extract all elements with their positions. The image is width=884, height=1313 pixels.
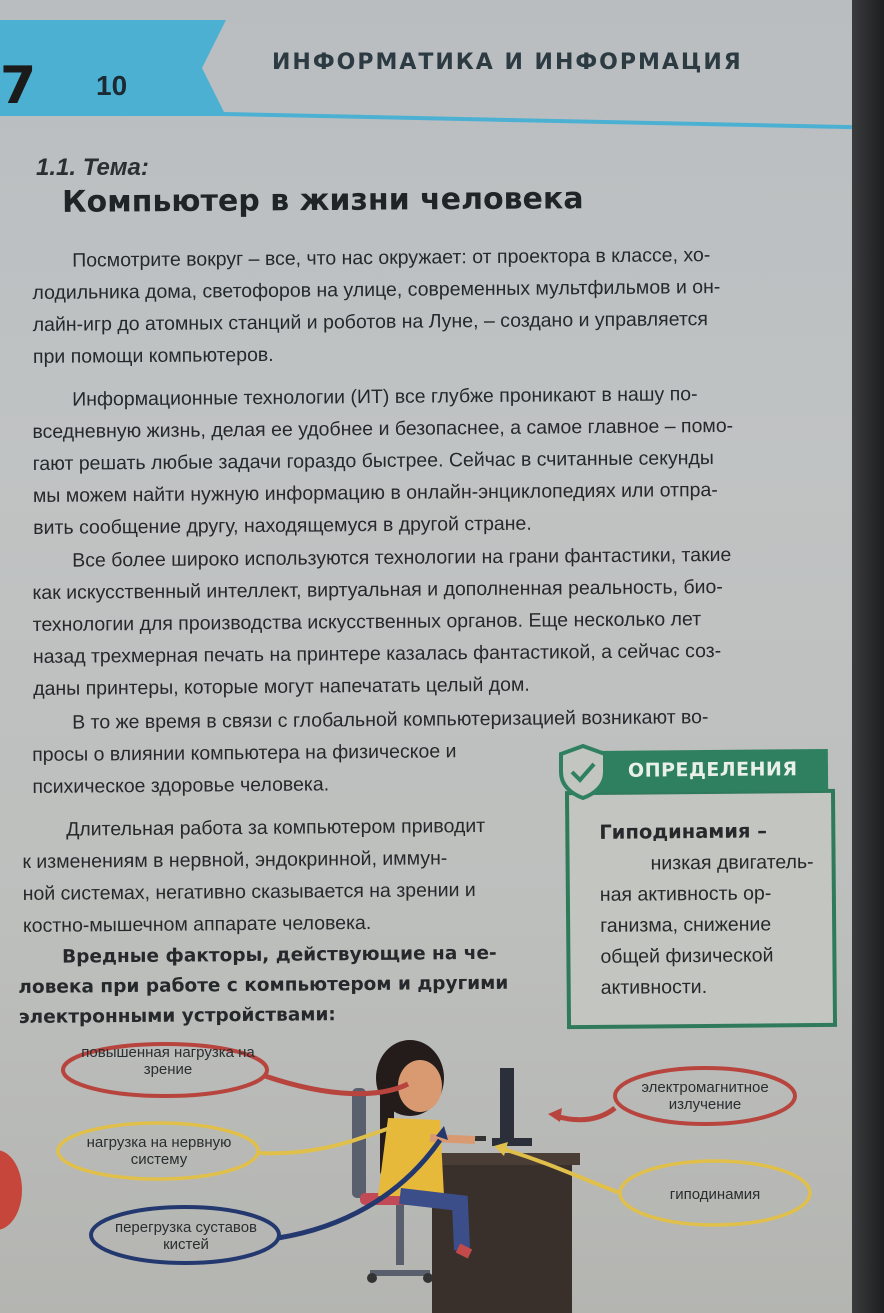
- harmful-factors-heading: [18, 938, 555, 1033]
- girl-arm: [430, 1138, 475, 1140]
- definition-tab: [592, 749, 828, 793]
- line: костно-мышечном аппарате человека.: [22, 911, 372, 937]
- definition-box: [565, 789, 837, 1029]
- definition-text: [599, 815, 815, 1004]
- label-joints: перегрузка суставов кистей: [114, 1219, 258, 1253]
- monitor-stand: [492, 1138, 532, 1146]
- paragraph-1: [32, 238, 813, 373]
- line: Информационные технологии (ИТ) все глубже проникают в нашу по-: [72, 383, 698, 411]
- line: вить сообщение другу, находящемуся в другой стране.: [33, 512, 532, 539]
- page-edge-shadow: [852, 0, 884, 1313]
- header-notch: [186, 20, 226, 116]
- line: Длительная работа за компьютером приводит: [66, 814, 486, 841]
- desk-top: [420, 1153, 580, 1165]
- line: ловека при работе с компьютером и другими: [18, 972, 509, 998]
- label-nervous: нагрузка на нервную систему: [86, 1134, 232, 1168]
- line: Все более широко используются технологии на грани фантастики, такие: [72, 543, 732, 572]
- line: при помощи компьютеров.: [32, 343, 274, 368]
- definition-term: Гиподинамия: [599, 819, 751, 844]
- paragraph-3: [32, 538, 823, 705]
- line: Вредные факторы, действующие на че-: [62, 942, 497, 968]
- line: вседневную жизнь, делая ее удобнее и безопаснее, а самое главное – помо-: [32, 414, 734, 443]
- line: ной системах, негативно сказывается на зрении и: [22, 879, 476, 905]
- line: ганизма, снижение: [600, 913, 772, 937]
- line: мы можем найти нужную информацию в онлайн-энциклопедиях или отпра-: [32, 479, 718, 507]
- line: к изменениям в нервной, эндокринной, иммун-: [22, 847, 448, 873]
- header-rule: [224, 112, 852, 129]
- paragraph-4-rest: [32, 734, 553, 803]
- line: электронными устройствами:: [18, 1004, 336, 1028]
- line: общей физической: [600, 944, 774, 968]
- chapter-mark: 7: [0, 56, 37, 116]
- label-emf: электромагнитное излучение: [641, 1079, 769, 1113]
- line: даны принтеры, которые могут напечатать целый дом.: [33, 673, 530, 700]
- page-title: Компьютер в жизни человека: [61, 181, 584, 220]
- desk-body: [432, 1165, 572, 1313]
- paragraph-5: [22, 809, 555, 942]
- arrow-nervous: [258, 1128, 390, 1153]
- running-title: ИНФОРМАТИКА И ИНФОРМАЦИЯ: [272, 50, 743, 75]
- page-number: 10: [96, 70, 128, 101]
- label-vision: повышенная нагрузка на зрение: [81, 1044, 255, 1078]
- paragraph-4-first-line: [32, 700, 822, 739]
- line: лодильника дома, светофоров на улице, современных мультфильмов и он-: [32, 275, 721, 304]
- chair-back: [352, 1088, 366, 1198]
- line: ная активность ор-: [599, 882, 772, 906]
- label-hypodynamia: гиподинамия: [669, 1186, 761, 1203]
- line: технологии для производства искусственных органов. Еще несколько лет: [32, 608, 702, 636]
- line: активности.: [600, 975, 708, 999]
- line: В то же время в связи с глобальной компьютеризацией возникают во-: [72, 706, 709, 734]
- line: низкая двигатель-: [650, 851, 814, 875]
- line: просы о влиянии компьютера на физическое и: [32, 740, 457, 766]
- shield-check-icon: [558, 744, 608, 800]
- paragraph-2: [32, 377, 823, 544]
- line: Посмотрите вокруг – все, что нас окружает: от проектора в классе, хо-: [72, 244, 711, 272]
- definition-tab-label: ОПРЕДЕЛЕНИЯ: [627, 758, 798, 782]
- line: психическое здоровье человека.: [32, 773, 330, 798]
- chair-post: [396, 1205, 404, 1265]
- definition-dash: –: [750, 819, 768, 843]
- monitor: [500, 1068, 514, 1138]
- arrow-emf: [555, 1108, 615, 1120]
- girl-shoe: [458, 1248, 470, 1254]
- line: гают решать любые задачи гораздо быстрее. Сейчас в считанные секунды: [32, 447, 714, 475]
- line: назад трехмерная печать на принтере казалась фантастикой, а сейчас соз-: [32, 639, 722, 668]
- topic-label: 1.1. Тема:: [36, 154, 149, 181]
- line: как искусственный интеллект, виртуальная и дополненная реальность, био-: [32, 575, 723, 604]
- line: лайн-игр до атомных станций и роботов на Луне, – создано и управляется: [32, 308, 709, 336]
